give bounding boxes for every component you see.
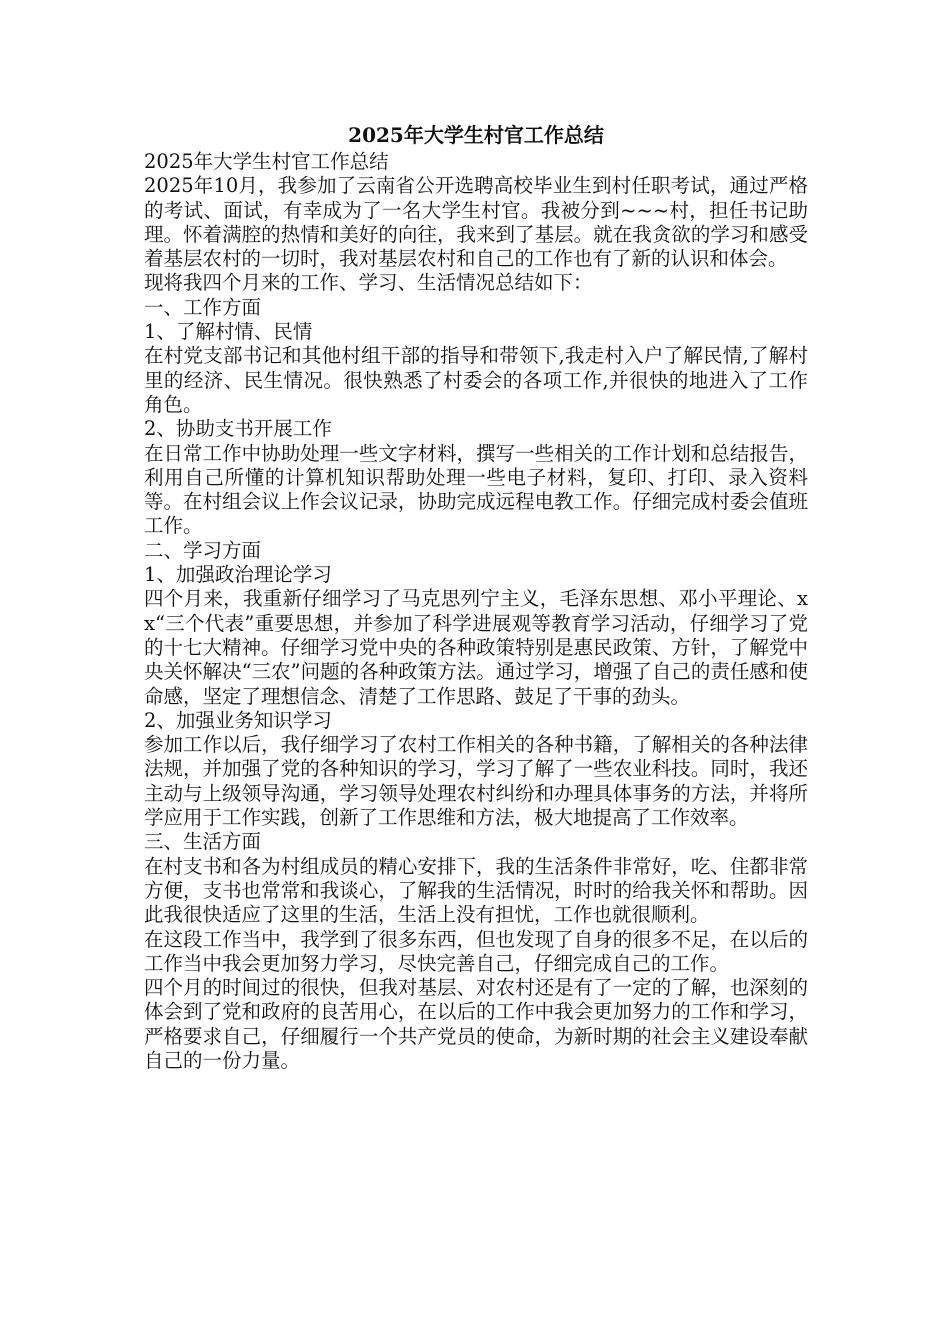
subheading-business-study: 2、加强业务知识学习 [144,708,332,732]
paragraph-reflection: 在这段工作当中，我学到了很多东西，但也发现了自身的很多不足，在以后的工作当中我会更加努力学习，尽快完善自己，仔细完成自己的工作。 [144,927,808,975]
section-heading-study: 二、学习方面 [144,538,262,562]
subheading-assist-secretary: 2、协助支书开展工作 [144,417,332,441]
summary-lead: 现将我四个月来的工作、学习、生活情况总结如下： [144,271,593,295]
subheading-village-info: 1、了解村情、民情 [144,320,313,344]
subheading-political-study: 1、加强政治理论学习 [144,563,332,587]
paragraph-village-info: 在村党支部书记和其他村组干部的指导和带领下,我走村入户了解民情,了解村里的经济、民生情况。很快熟悉了村委会的各项工作,并很快的地进入了工作角色。 [144,344,808,416]
paragraph-business-study: 参加工作以后，我仔细学习了农村工作相关的各种书籍，了解相关的各种法律法规，并加强了党的各种知识的学习，学习了解了一些农业科技。同时，我还主动与上级领导沟通，学习领导处理农村纠纷和办理具体事务的方法，并将所学应用于工作实践，创新了工作思维和方法，极大地提高了工作效率。 [144,733,808,830]
paragraph-life: 在村支书和各为村组成员的精心安排下，我的生活条件非常好，吃、住都非常方便，支书也常常和我谈心，了解我的生活情况，时时的给我关怀和帮助。因此我很快适应了这里的生活，生活上没有担忧，工作也就很顺利。 [144,854,808,927]
document-page [144,120,808,1073]
paragraph-conclusion: 四个月的时间过的很快，但我对基层、对农村还是有了一定的了解，也深刻的体会到了党和政府的良苦用心，在以后的工作中我会更加努力的工作和学习，严格要求自己，仔细履行一个共产党员的使命，为新时期的社会主义建设奉献自己的一份力量。 [144,976,808,1072]
section-heading-work: 一、工作方面 [144,295,262,319]
subtitle-paragraph: 2025年大学生村官工作总结 [144,150,389,173]
section-heading-life: 三、生活方面 [144,830,262,854]
paragraph-political-study: 四个月来，我重新仔细学习了马克思列宁主义，毛泽东思想、邓小平理论、xx“三个代表”重要思想，并参加了科学进展观等教育学习活动，仔细学习了党的十七大精神。仔细学习党中央的各种政策特别是惠民政策、方针，了解党中央关怀解决“三农”问题的各种政策方法。通过学习，增强了自己的责任感和使命感，坚定了理想信念、清楚了工作思路、鼓足了干事的劲头。 [144,587,808,708]
intro-paragraph: 2025年10月，我参加了云南省公开选聘高校毕业生到村任职考试，通过严格的考试、面试，有幸成为了一名大学生村官。我被分到~~~村，担任书记助理。怀着满腔的热情和美好的向往，我来到了基层。就在我贪欲的学习和感受着基层农村的一切时，我对基层农村和自己的工作也有了新的认识和体会。 [144,174,808,271]
document-title: 2025年大学生村官工作总结 [348,123,604,147]
paragraph-assist-secretary: 在日常工作中协助处理一些文字材料，撰写一些相关的工作计划和总结报告，利用自己所懂的计算机知识帮助处理一些电子材料，复印、打印、录入资料等。在村组会议上作会议记录，协助完成远程电教工作。仔细完成村委会值班工作。 [144,441,808,538]
